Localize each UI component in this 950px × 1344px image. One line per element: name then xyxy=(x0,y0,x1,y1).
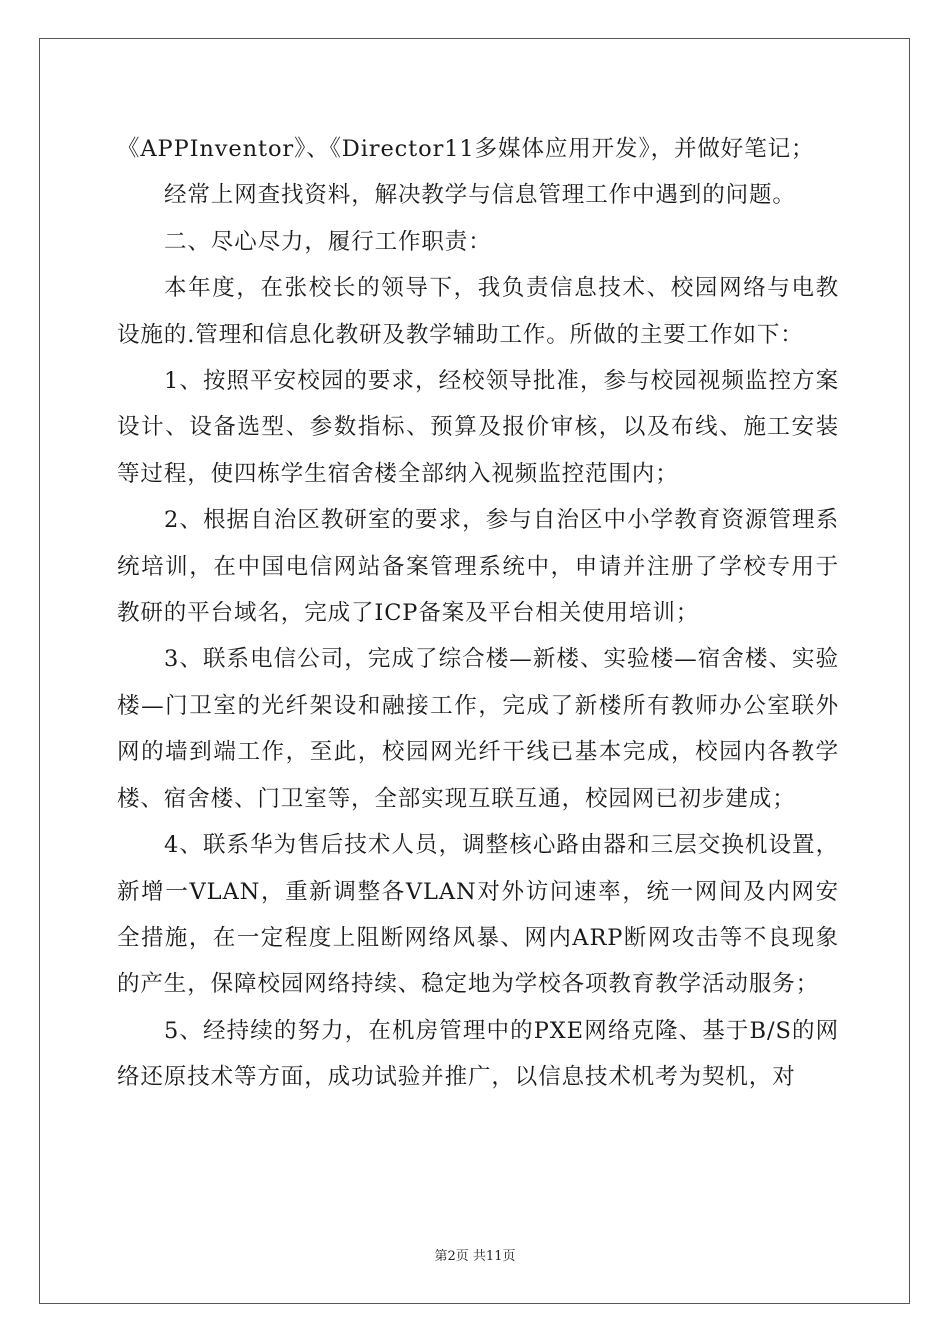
document-body xyxy=(117,126,839,1101)
section-heading: 二、尽心尽力，履行工作职责： xyxy=(164,228,492,255)
list-item-5: 5、经持续的努力，在机房管理中的PXE网络克隆、基于B/S的网络还原技术等方面，成功试验并推广，以信息技术机考为契机，对 xyxy=(117,1017,839,1091)
list-item-1: 1、按照平安校园的要求，经校领导批准，参与校园视频监控方案设计、设备选型、参数指标、预算及报价审核，以及布线、施工安装等过程，使四栋学生宿舍楼全部纳入视频监控范围内； xyxy=(117,368,839,487)
list-item-2: 2、根据自治区教研室的要求，参与自治区中小学教育资源管理系统培训，在中国电信网站备案管理系统中，申请并注册了学校专用于教研的平台域名，完成了ICP备案及平台相关使用培训； xyxy=(117,507,839,627)
paragraph-research: 经常上网查找资料，解决教学与信息管理工作中遇到的问题。 xyxy=(164,182,796,209)
page-footer: 第2页 共11页 xyxy=(434,1249,516,1264)
paragraph-continuation: 《APPInventor》、《Director11多媒体应用开发》，并做好笔记； xyxy=(117,136,815,162)
list-item-3: 3、联系电信公司，完成了综合楼—新楼、实验楼—宿舍楼、实验楼—门卫室的光纤架设和融接工作，完成了新楼所有教师办公室联外网的墙到端工作，至此，校园网光纤干线已基本完成，校园内各教学楼、宿舍楼、门卫室等，全部实现互联互通，校园网已初步建成； xyxy=(117,646,839,812)
paragraph-intro: 本年度，在张校长的领导下，我负责信息技术、校园网络与电教设施的.管理和信息化教研及教学辅助工作。所做的主要工作如下： xyxy=(117,275,839,348)
list-item-4: 4、联系华为售后技术人员，调整核心路由器和三层交换机设置，新增一VLAN，重新调整各VLAN对外访问速率，统一网间及内网安全措施，在一定程度上阻断网络风暴、网内ARP断网攻击等不良现象的产生，保障校园网络持续、稳定地为学校各项教育教学活动服务； xyxy=(117,832,839,998)
